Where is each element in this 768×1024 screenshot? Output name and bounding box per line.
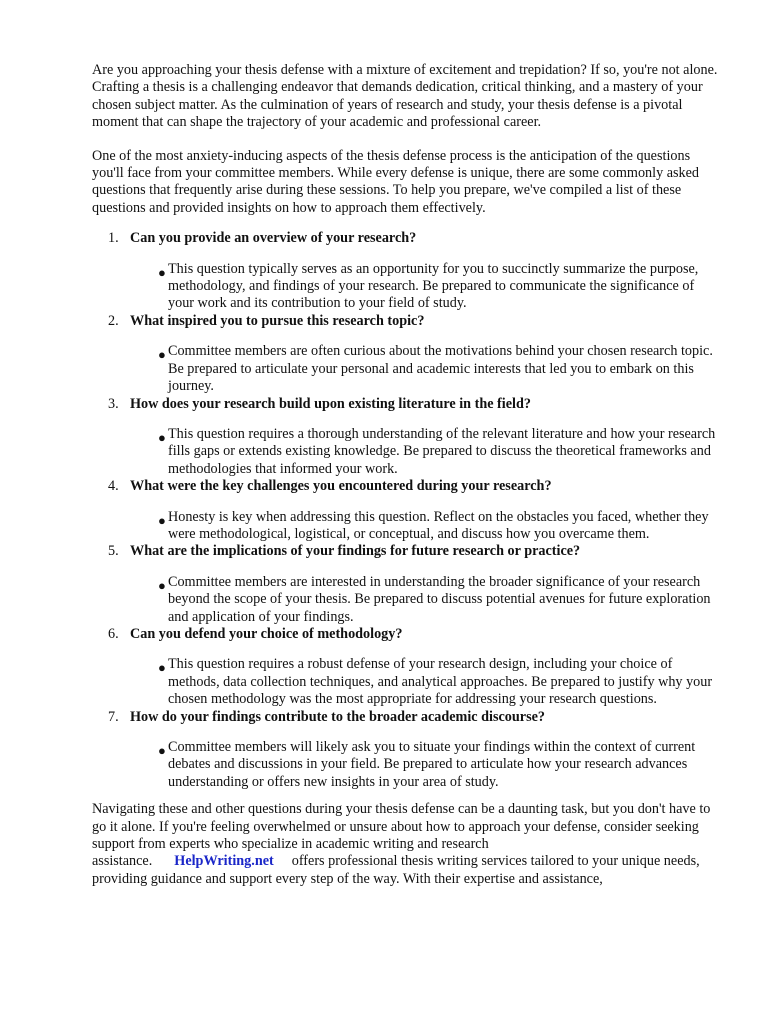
- answer-list: [92, 739, 722, 791]
- answer-list: [92, 343, 722, 395]
- question-item-6: [92, 626, 722, 709]
- question-text: What are the implications of your findings for future research or practice?: [130, 543, 581, 560]
- document-page: [92, 62, 722, 888]
- answer-list: [92, 509, 722, 544]
- question-item-1: [92, 230, 722, 313]
- intro-paragraph-2: One of the most anxiety-inducing aspects of the thesis defense process is the anticipation of the questions you'll face from your committee members. While every defense is unique, there are some commonly asked questions that frequently arise during these sessions. To help you prepare, we've compiled a list of these questions and provided insights on how to approach them effectively.: [92, 147, 700, 216]
- helpwriting-link[interactable]: HelpWriting.net: [174, 853, 274, 870]
- answer-list: [92, 426, 722, 478]
- answer-item: [92, 739, 722, 791]
- bullet-icon: ●: [158, 512, 166, 528]
- answer-text: Committee members will likely ask you to situate your findings within the context of current debates and discussions in your field. Be prepared to articulate how your research advances understanding or offers new insights in your area of study.: [168, 739, 696, 790]
- question-item-2: [92, 313, 722, 396]
- answer-item: [92, 656, 722, 708]
- answer-item: [92, 426, 722, 478]
- question-heading: [92, 626, 722, 643]
- question-text: Can you defend your choice of methodology?: [130, 625, 403, 642]
- answer-text: Honesty is key when addressing this question. Reflect on the obstacles you faced, whether they were methodological, logistical, or conceptual, and discuss how you overcame them.: [168, 508, 709, 542]
- answer-text: Committee members are often curious about the motivations behind your chosen research topic. Be prepared to articulate your personal and academic interests that led you to embark on this journey.: [168, 343, 713, 395]
- question-heading: [92, 313, 722, 330]
- bullet-icon: ●: [158, 577, 166, 593]
- question-heading: [92, 478, 722, 495]
- question-number: 5.: [108, 543, 119, 560]
- answer-item: [92, 574, 722, 626]
- question-number: 7.: [108, 708, 119, 725]
- question-item-4: [92, 478, 722, 543]
- question-text: What were the key challenges you encountered during your research?: [130, 478, 552, 495]
- intro-paragraph-1: Are you approaching your thesis defense with a mixture of excitement and trepidation? If so, you're not alone. Crafting a thesis is a challenging endeavor that demands dedication, critical thinking, and a mastery of your chosen subject matter. As the culmination of years of research and study, your thesis defense is a pivotal moment that can shape the trajectory of your academic and professional career.: [92, 62, 718, 131]
- answer-text: This question typically serves as an opportunity for you to succinctly summarize the purpose, methodology, and findings of your research. Be prepared to communicate the significance of your work and its contribution to your field of study.: [168, 260, 699, 312]
- answer-text: This question requires a robust defense of your research design, including your choice of methods, data collection techniques, and analytical approaches. Be prepared to justify why your chosen methodology was the most appropriate for addressing your research questions.: [168, 656, 713, 708]
- question-text: How does your research build upon existing literature in the field?: [130, 395, 531, 412]
- answer-list: [92, 656, 722, 708]
- question-item-5: [92, 543, 722, 626]
- question-text: What inspired you to pursue this research topic?: [130, 312, 425, 329]
- bullet-icon: ●: [158, 264, 166, 280]
- answer-list: [92, 261, 722, 313]
- question-number: 4.: [108, 478, 119, 495]
- question-number: 6.: [108, 625, 119, 642]
- answer-item: [92, 343, 722, 395]
- answer-list: [92, 574, 722, 626]
- answer-item: [92, 509, 722, 544]
- question-text: Can you provide an overview of your research?: [130, 230, 417, 247]
- bullet-icon: ●: [158, 429, 166, 445]
- answer-text: Committee members are interested in understanding the broader significance of your research beyond the scope of your thesis. Be prepared to discuss potential avenues for future exploration and application of your findings.: [168, 573, 711, 625]
- question-text: How do your findings contribute to the broader academic discourse?: [130, 708, 545, 725]
- question-heading: [92, 230, 722, 247]
- bullet-icon: ●: [158, 347, 166, 363]
- closing-text-after-link: offers professional thesis writing services tailored to your unique needs, providing guidance and support every step of the way. With their expertise and assistance,: [92, 853, 700, 887]
- question-item-7: [92, 709, 722, 792]
- question-number: 3.: [108, 395, 119, 412]
- question-number: 2.: [108, 312, 119, 329]
- bullet-icon: ●: [158, 743, 166, 758]
- closing-text-before-link: Navigating these and other questions during your thesis defense can be a daunting task, but you don't have to go it alone. If you're feeling overwhelmed or unsure about how to approach your defense, consider seeking support from experts who specialize in academic writing and research assistance.: [92, 801, 711, 870]
- question-item-3: [92, 396, 722, 479]
- question-heading: [92, 396, 722, 413]
- question-number: 1.: [108, 230, 119, 247]
- answer-text: This question requires a thorough understanding of the relevant literature and how your research fills gaps or extends existing knowledge. Be prepared to discuss the theoretical frameworks and methodologies that informed your work.: [168, 425, 716, 477]
- question-heading: [92, 543, 722, 560]
- questions-list: [92, 230, 722, 791]
- closing-paragraph: [92, 801, 722, 888]
- answer-item: [92, 261, 722, 313]
- bullet-icon: ●: [158, 660, 166, 676]
- question-heading: [92, 709, 722, 726]
